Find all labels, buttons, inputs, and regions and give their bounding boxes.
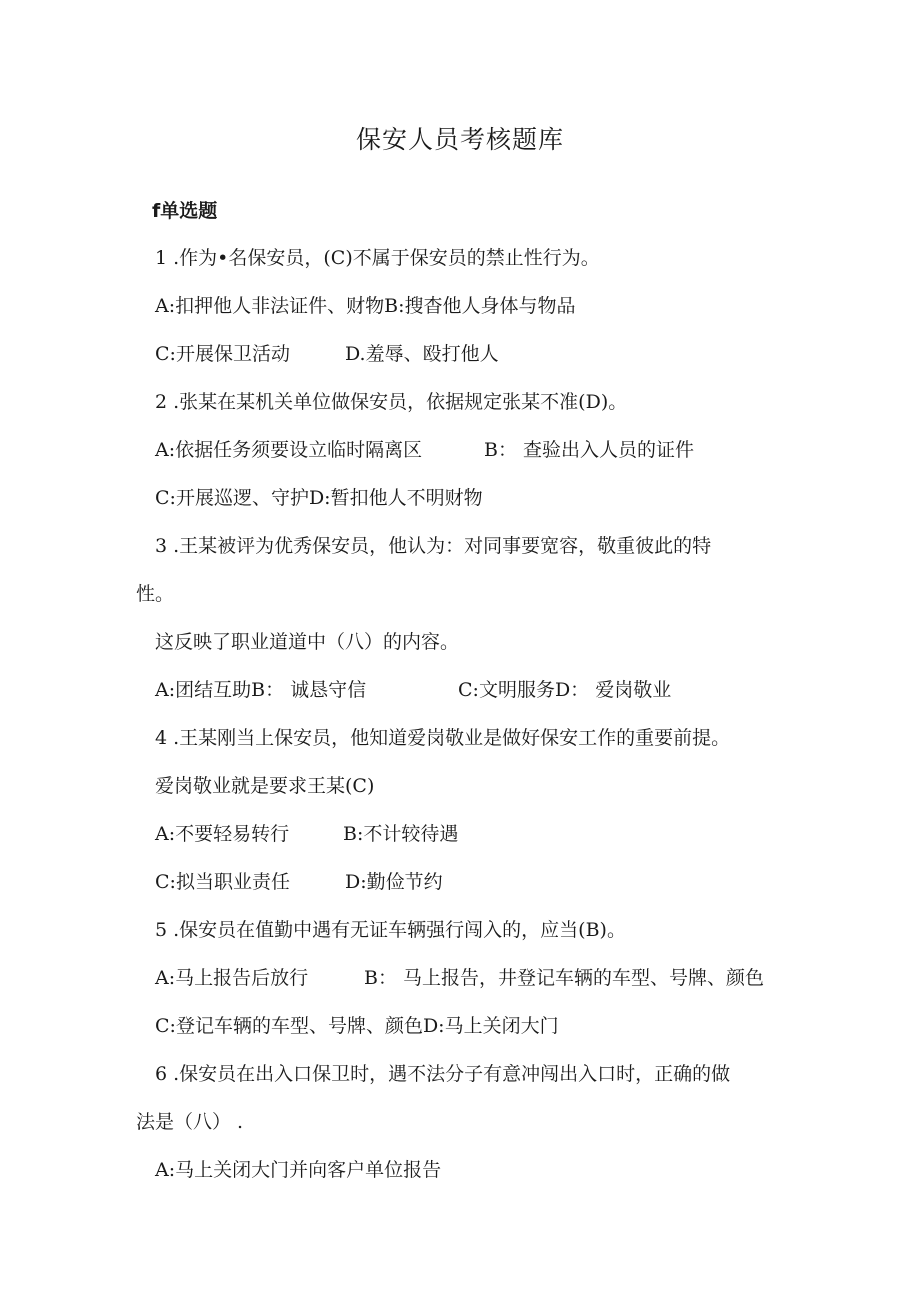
question-3-stem-line2: 性。 — [136, 583, 175, 605]
section-heading: f单选题 — [152, 200, 218, 222]
question-1-option-d: D.羞辱、殴打他人 — [345, 343, 499, 365]
question-4-option-c: C:拟当职业责任 — [155, 871, 290, 893]
question-3-options-cd: C:文明服务D： 爱岗敬业 — [458, 679, 672, 701]
question-4-stem-line2: 爱岗敬业就是要求王某(C) — [155, 775, 375, 797]
question-3-stem-line1: 3 .王某被评为优秀保安员，他认为：对同事要宽容，敬重彼此的特 — [155, 535, 712, 557]
question-2-option-b: B： 查验出入人员的证件 — [484, 439, 695, 461]
question-5-option-a: A:马上报告后放行 — [155, 967, 309, 989]
question-5-option-b: B： 马上报告，井登记车辆的车型、号牌、颜色 — [364, 967, 765, 989]
question-4-option-a: A:不要轻易转行 — [155, 823, 290, 845]
question-1-option-c: C:开展保卫活动 — [155, 343, 290, 365]
document-title: 保安人员考核题库 — [355, 125, 564, 154]
question-4-stem-line1: 4 .王某刚当上保安员，他知道爱岗敬业是做好保安工作的重要前提。 — [155, 727, 731, 749]
question-2-option-a: A:依据任务须要设立临时隔离区 — [155, 439, 423, 461]
question-6-stem-line1: 6 .保安员在出入口保卫时，遇不法分子有意冲闯出入口时，正确的做 — [155, 1063, 731, 1085]
question-2-options-cd: C:开展巡逻、守护D:暂扣他人不明财物 — [155, 487, 483, 509]
question-1-options-ab: A:扣押他人非法证件、财物B:搜杳他人身体与物品 — [155, 295, 576, 317]
question-4-option-d: D:勤俭节约 — [345, 871, 443, 893]
question-2-stem: 2 .张某在某机关单位做保安员，依据规定张某不准(D)。 — [155, 391, 628, 413]
question-3-options-ab: A:团结互助B： 诚恳守信 — [155, 679, 367, 701]
question-3-stem-line3: 这反映了职业道道中（八）的内容。 — [155, 631, 460, 653]
question-6-option-a: A:马上关闭大门并向客户单位报告 — [155, 1159, 442, 1181]
question-1-stem: 1 .作为•名保安员，(C)不属于保安员的禁止性行为。 — [155, 247, 600, 269]
question-4-option-b: B:不计较待遇 — [343, 823, 459, 845]
question-5-stem: 5 .保安员在值勤中遇有无证车辆强行闯入的，应当(B)。 — [155, 919, 626, 941]
question-6-stem-line2: 法是（八） . — [136, 1111, 244, 1133]
question-5-options-cd: C:登记车辆的车型、号牌、颜色D:马上关闭大门 — [155, 1015, 559, 1037]
